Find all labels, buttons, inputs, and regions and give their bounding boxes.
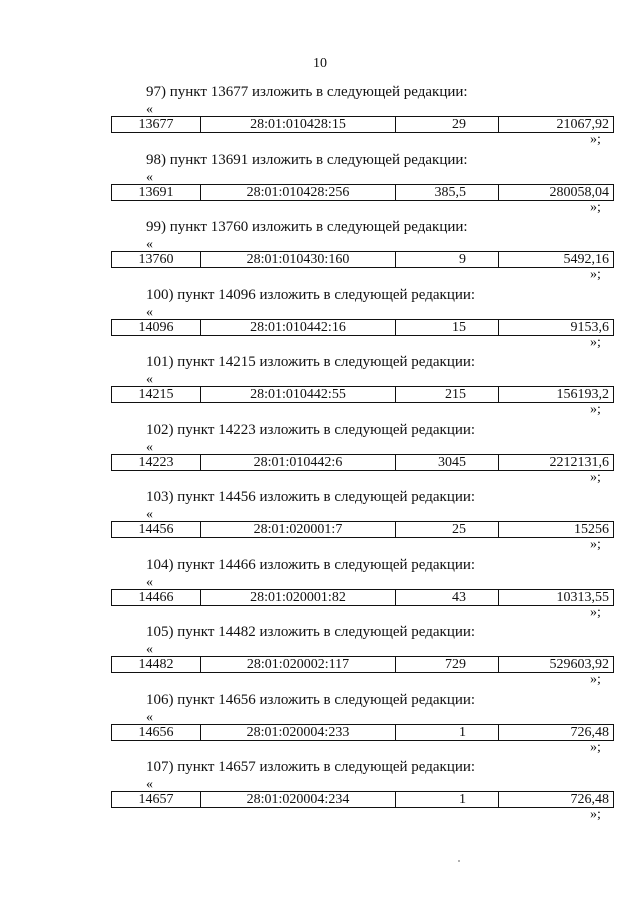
value-cell: 156193,2	[498, 387, 613, 402]
cadastral-number-cell: 28:01:010442:16	[200, 320, 395, 335]
cadastral-number-cell: 28:01:020001:82	[200, 590, 395, 605]
table-row	[111, 251, 614, 268]
table-row	[111, 656, 614, 673]
scan-speck	[458, 860, 460, 862]
closing-quote: »;	[590, 334, 601, 350]
amendment-heading: 99) пункт 13760 изложить в следующей редакции:	[146, 219, 468, 235]
table-row	[111, 116, 614, 133]
amendment-list	[0, 80, 640, 823]
area-cell: 15	[395, 320, 498, 335]
amendment-entry	[0, 485, 640, 553]
cadastral-number-cell: 28:01:010428:15	[200, 117, 395, 132]
opening-quote: «	[146, 507, 153, 522]
amendment-entry	[0, 283, 640, 351]
amendment-heading: 100) пункт 14096 изложить в следующей редакции:	[146, 286, 476, 303]
table-row	[111, 589, 614, 606]
item-number-cell: 14657	[138, 792, 174, 807]
amendment-entry	[0, 215, 640, 283]
cadastral-number-cell: 28:01:010442:6	[200, 455, 395, 470]
table-row	[111, 454, 614, 471]
closing-quote: »;	[590, 199, 601, 215]
opening-quote: «	[146, 372, 153, 387]
closing-quote: »;	[590, 537, 601, 552]
value-cell: 10313,55	[498, 590, 613, 605]
amendment-heading: 102) пункт 14223 изложить в следующей редакции:	[146, 421, 476, 438]
value-cell: 529603,92	[498, 657, 613, 672]
amendment-entry	[0, 350, 640, 418]
closing-quote: »;	[590, 604, 601, 620]
opening-quote: «	[146, 237, 153, 252]
cadastral-number-cell: 28:01:020004:233	[200, 725, 395, 740]
table-row	[111, 521, 614, 538]
amendment-entry	[0, 80, 640, 148]
value-cell: 2212131,6	[498, 455, 613, 470]
item-number-cell: 14456	[138, 522, 174, 537]
amendment-heading: 106) пункт 14656 изложить в следующей редакции:	[146, 691, 476, 708]
closing-quote: »;	[590, 672, 601, 687]
area-cell: 1	[395, 792, 498, 807]
item-number-cell: 14223	[138, 454, 174, 470]
value-cell: 5492,16	[498, 252, 613, 267]
table-row	[111, 386, 614, 403]
cadastral-number-cell: 28:01:020001:7	[200, 522, 395, 537]
item-number-cell: 13691	[138, 184, 174, 200]
value-cell: 21067,92	[498, 117, 613, 132]
area-cell: 3045	[395, 455, 498, 470]
area-cell: 215	[395, 387, 498, 402]
amendment-entry	[0, 418, 640, 486]
value-cell: 15256	[498, 522, 613, 537]
opening-quote: «	[146, 169, 153, 185]
value-cell: 280058,04	[498, 185, 613, 200]
amendment-entry	[0, 148, 640, 216]
item-number-cell: 14656	[138, 724, 174, 740]
opening-quote: «	[146, 102, 153, 117]
table-row	[111, 791, 614, 808]
cadastral-number-cell: 28:01:010442:55	[200, 387, 395, 402]
opening-quote: «	[146, 574, 153, 590]
opening-quote: «	[146, 439, 153, 455]
page-number: 10	[313, 56, 327, 71]
amendment-entry	[0, 620, 640, 688]
closing-quote: »;	[590, 267, 601, 282]
opening-quote: «	[146, 709, 153, 725]
table-row	[111, 724, 614, 741]
opening-quote: «	[146, 304, 153, 320]
item-number-cell: 14096	[138, 319, 174, 335]
closing-quote: »;	[590, 402, 601, 417]
cadastral-number-cell: 28:01:020002:117	[200, 657, 395, 672]
item-number-cell: 14482	[138, 657, 174, 672]
table-row	[111, 184, 614, 201]
value-cell: 726,48	[498, 792, 613, 807]
area-cell: 1	[395, 725, 498, 740]
amendment-entry	[0, 553, 640, 621]
area-cell: 385,5	[395, 185, 498, 200]
item-number-cell: 13677	[138, 117, 174, 132]
cadastral-number-cell: 28:01:010430:160	[200, 252, 395, 267]
area-cell: 43	[395, 590, 498, 605]
area-cell: 9	[395, 252, 498, 267]
amendment-heading: 107) пункт 14657 изложить в следующей редакции:	[146, 759, 476, 775]
opening-quote: «	[146, 777, 153, 792]
closing-quote: »;	[590, 469, 601, 485]
area-cell: 25	[395, 522, 498, 537]
item-number-cell: 13760	[138, 252, 174, 267]
area-cell: 729	[395, 657, 498, 672]
amendment-heading: 104) пункт 14466 изложить в следующей редакции:	[146, 556, 476, 573]
value-cell: 9153,6	[498, 320, 613, 335]
amendment-heading: 101) пункт 14215 изложить в следующей редакции:	[146, 354, 476, 370]
amendment-entry	[0, 755, 640, 823]
closing-quote: »;	[590, 807, 601, 822]
amendment-heading: 98) пункт 13691 изложить в следующей редакции:	[146, 151, 468, 168]
item-number-cell: 14466	[138, 589, 174, 605]
cadastral-number-cell: 28:01:020004:234	[200, 792, 395, 807]
table-row	[111, 319, 614, 336]
amendment-heading: 103) пункт 14456 изложить в следующей редакции:	[146, 489, 476, 505]
area-cell: 29	[395, 117, 498, 132]
opening-quote: «	[146, 642, 153, 657]
value-cell: 726,48	[498, 725, 613, 740]
cadastral-number-cell: 28:01:010428:256	[200, 185, 395, 200]
closing-quote: »;	[590, 132, 601, 147]
item-number-cell: 14215	[138, 387, 174, 402]
closing-quote: »;	[590, 739, 601, 755]
amendment-entry	[0, 688, 640, 756]
amendment-heading: 97) пункт 13677 изложить в следующей редакции:	[146, 84, 468, 100]
amendment-heading: 105) пункт 14482 изложить в следующей редакции:	[146, 624, 476, 640]
